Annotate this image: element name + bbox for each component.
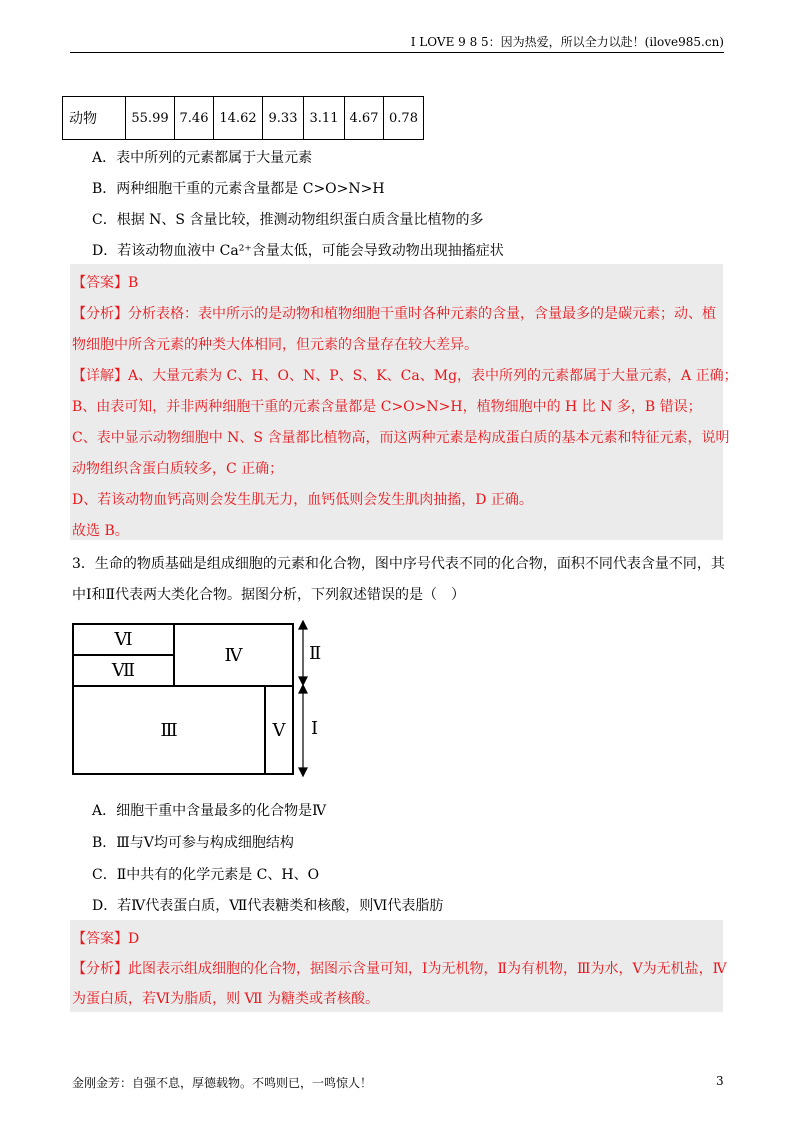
header-divider (70, 52, 724, 53)
arrow-i-up (299, 685, 307, 693)
footer-motto: 金刚金芳：自强不息，厚德载物。不鸣则已，一鸣惊人！ (72, 1076, 373, 1090)
q2-detail-line: 动物组织含蛋白质较多，C 正确； (72, 461, 284, 477)
cell-iv: Ⅳ (175, 625, 292, 687)
cell-iii: Ⅲ (74, 687, 266, 773)
cell-v: Ⅴ (272, 719, 286, 741)
q3-option-b: B．Ⅲ与Ⅴ均可参与构成细胞结构 (92, 835, 294, 851)
arrow-i-down (299, 768, 307, 776)
q2-option-c: C．根据 N、S 含量比较，推测动物组织蛋白质含量比植物的多 (92, 212, 484, 228)
table-cell: 动物 (63, 97, 126, 140)
q3-stem-line: 3．生命的物质基础是组成细胞的元素和化合物，图中序号代表不同的化合物，面积不同代表含量不同，其 (72, 556, 725, 572)
figure-arrows (296, 620, 310, 780)
q2-detail-line: B、由表可知，并非两种细胞干重的元素含量都是 C>O>N>H，植物细胞中的 H 比 N 多，B 错误； (72, 399, 702, 415)
q2-analysis-line: 【分析】分析表格：表中所示的是动物和植物细胞干重时各种元素的含量，含量最多的是碳元素；动、植 (72, 306, 716, 322)
q2-detail-line: C、表中显示动物细胞中 N、S 含量都比植物高，而这两种元素是构成蛋白质的基本元素和特征元素，说明 (72, 430, 730, 446)
q2-option-b: B．两种细胞干重的元素含量都是 C>O>N>H (92, 181, 385, 197)
arrow-ii-up (299, 621, 307, 629)
label-ii: Ⅱ (309, 643, 322, 664)
q3-answer: 【答案】D (72, 931, 140, 947)
cell-vii: Ⅶ (74, 656, 175, 687)
element-table (62, 96, 424, 140)
q3-option-a: A．细胞干重中含量最多的化合物是Ⅳ (92, 803, 327, 819)
label-i: Ⅰ (311, 718, 319, 739)
q2-analysis-line: 物细胞中所含元素的种类大体相同，但元素的含量存在较大差异。 (72, 337, 478, 353)
q3-option-d: D．若Ⅳ代表蛋白质，Ⅶ代表糖类和核酸，则Ⅵ代表脂肪 (92, 898, 444, 914)
q2-detail-line: 【详解】A、大量元素为 C、H、O、N、P、S、K、Ca、Mg，表中所列的元素都属于大量元素，A 正确； (72, 368, 738, 384)
compound-figure (72, 623, 294, 775)
table-cell: 55.99 (126, 97, 175, 140)
table-row (63, 97, 424, 140)
q2-answer: 【答案】B (72, 275, 139, 291)
table-cell: 9.33 (263, 97, 304, 140)
q3-option-c: C．Ⅱ中共有的化学元素是 C、H、O (92, 867, 320, 883)
q2-answer-box (70, 264, 738, 540)
table-cell: 4.67 (345, 97, 384, 140)
q2-detail-line: 故选 B。 (72, 523, 129, 539)
page-number: 3 (716, 1074, 724, 1088)
q3-analysis-line: 为蛋白质，若Ⅵ为脂质，则 Ⅶ 为糖类或者核酸。 (72, 991, 380, 1007)
q3-analysis-line: 【分析】此图表示组成细胞的化合物，据图示含量可知，Ⅰ为无机物，Ⅱ为有机物，Ⅲ为水，Ⅴ为无机盐，Ⅳ (72, 961, 727, 977)
q2-detail-line: D、若该动物血钙高则会发生肌无力，血钙低则会发生肌肉抽搐，D 正确。 (72, 492, 533, 508)
q2-option-d: D．若该动物血液中 Ca²⁺含量太低，可能会导致动物出现抽搐症状 (92, 243, 504, 259)
page-header: I LOVE 9 8 5：因为热爱，所以全力以赴！(ilove985.cn) (410, 35, 724, 49)
q3-answer-box (70, 920, 727, 1012)
table-cell: 0.78 (384, 97, 424, 140)
q2-option-a: A．表中所列的元素都属于大量元素 (92, 150, 313, 166)
table-cell: 3.11 (304, 97, 345, 140)
table-cell: 14.62 (214, 97, 263, 140)
q3-stem-line: 中Ⅰ和Ⅱ代表两大类化合物。据图分析，下列叙述错误的是（ ） (72, 587, 466, 603)
cell-vi: Ⅵ (74, 625, 175, 656)
table-cell: 7.46 (175, 97, 214, 140)
